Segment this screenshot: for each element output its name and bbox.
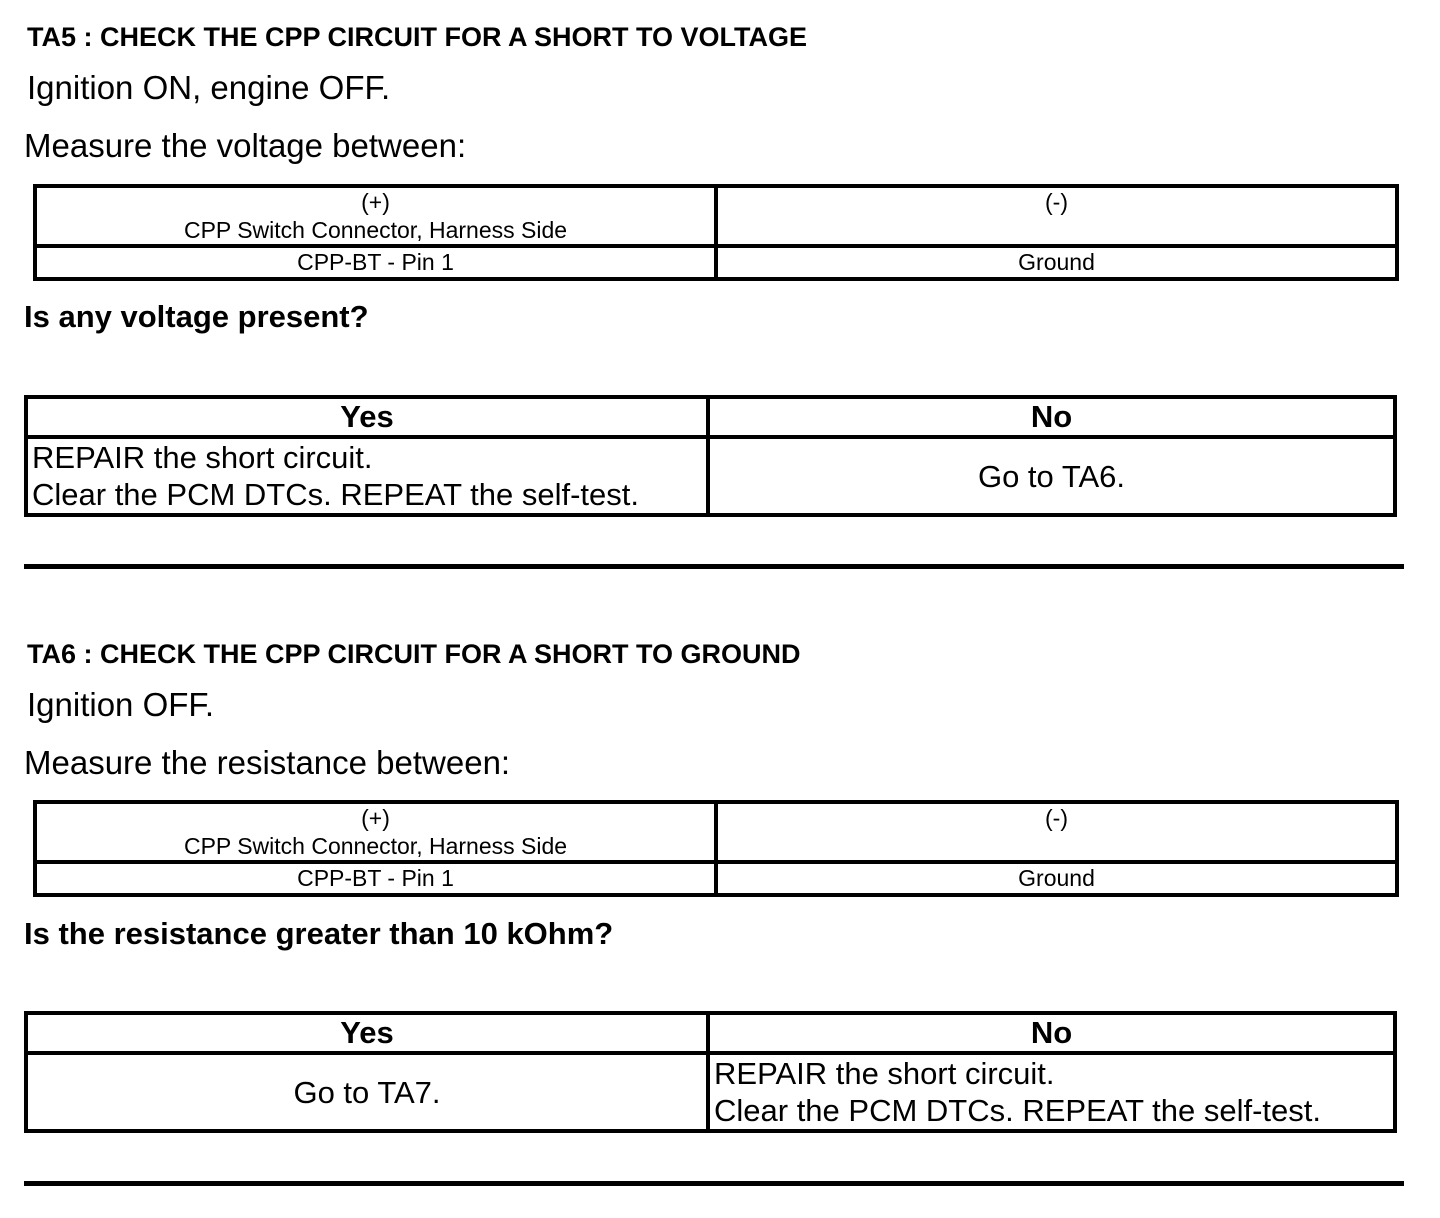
plus-column-header xyxy=(35,802,716,862)
section-divider xyxy=(24,564,1404,569)
result-table-ta6 xyxy=(24,1011,1397,1133)
yes-header-cell: Yes xyxy=(26,1013,708,1053)
minus-header-label: (-) xyxy=(1045,805,1068,831)
minus-header-label: (-) xyxy=(1045,189,1068,215)
plus-value-cell: CPP-BT - Pin 1 xyxy=(35,246,716,279)
measure-prompt-ta5: Measure the voltage between: xyxy=(24,127,467,164)
measurement-table-ta6 xyxy=(33,800,1399,897)
minus-value-cell: Ground xyxy=(716,862,1397,895)
yes-header-cell: Yes xyxy=(26,397,708,437)
no-action-line-2: Clear the PCM DTCs. REPEAT the self-test. xyxy=(714,1093,1321,1128)
no-header-cell: No xyxy=(708,397,1395,437)
no-action-cell xyxy=(708,1053,1395,1131)
measure-prompt-ta6: Measure the resistance between: xyxy=(24,744,511,781)
question-text-ta6: Is the resistance greater than 10 kOhm? xyxy=(24,916,614,951)
condition-text-ta5: Ignition ON, engine OFF. xyxy=(27,69,391,106)
plus-value-cell: CPP-BT - Pin 1 xyxy=(35,862,716,895)
section-title-ta6: TA6 : CHECK THE CPP CIRCUIT FOR A SHORT TO GROUND xyxy=(27,639,801,669)
yes-action-line-1: REPAIR the short circuit. xyxy=(32,440,373,475)
plus-subheader-label: CPP Switch Connector, Harness Side xyxy=(183,833,568,859)
measurement-table-ta5 xyxy=(33,184,1399,281)
minus-column-header xyxy=(716,802,1397,862)
minus-value-cell: Ground xyxy=(716,246,1397,279)
section-title-ta5: TA5 : CHECK THE CPP CIRCUIT FOR A SHORT TO VOLTAGE xyxy=(27,22,808,52)
yes-action-line-2: Clear the PCM DTCs. REPEAT the self-test. xyxy=(32,477,639,512)
plus-column-header xyxy=(35,186,716,246)
minus-column-header xyxy=(716,186,1397,246)
result-table-ta5 xyxy=(24,395,1397,517)
plus-header-label: (+) xyxy=(361,805,390,831)
yes-action-cell: Go to TA7. xyxy=(26,1053,708,1131)
plus-header-label: (+) xyxy=(361,189,390,215)
condition-text-ta6: Ignition OFF. xyxy=(27,686,215,723)
no-action-line-1: REPAIR the short circuit. xyxy=(714,1056,1055,1091)
question-text-ta5: Is any voltage present? xyxy=(24,299,369,334)
plus-subheader-label: CPP Switch Connector, Harness Side xyxy=(183,217,568,243)
no-header-cell: No xyxy=(708,1013,1395,1053)
yes-action-cell xyxy=(26,437,708,515)
no-action-cell: Go to TA6. xyxy=(708,437,1395,515)
section-divider xyxy=(24,1181,1404,1186)
